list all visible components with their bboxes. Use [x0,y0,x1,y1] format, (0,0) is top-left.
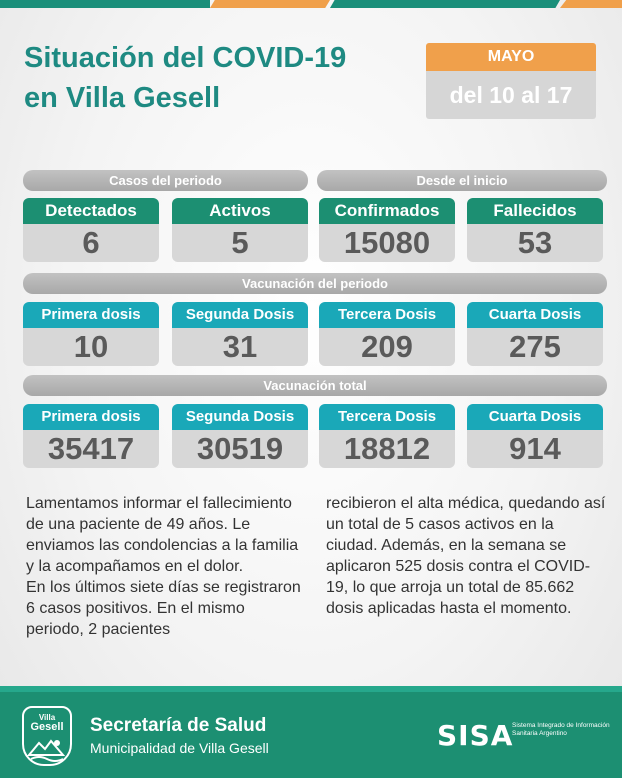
card-label: Tercera Dosis [319,302,455,328]
card-period-primera [23,302,159,366]
card-confirmados [319,198,455,262]
logo-text: Villa [38,713,56,722]
body-paragraph: En los últimos siete días se registraron 6 casos positivos. En el mismo periodo, 2 pacientes [26,579,301,638]
card-value: 10 [23,328,159,366]
card-label: Activos [172,198,308,224]
body-paragraph: Lamentamos informar el fallecimiento de una paciente de 49 años. Le enviamos las condolencias a la familia y la acompañamos en el dolor. [26,495,299,575]
card-label: Cuarta Dosis [467,404,603,430]
card-label: Detectados [23,198,159,224]
card-total-primera [23,404,159,468]
card-label: Primera dosis [23,404,159,430]
body-paragraph: recibieron el alta médica, quedando así un total de 5 casos activos en la ciudad. Además, en la semana se aplicaron 525 dosis contra el COVID-19, lo que arroja un total de 85.662 dosis aplicadas hasta el momento. [326,495,606,617]
card-total-tercera [319,404,455,468]
card-detectados [23,198,159,262]
card-period-cuarta [467,302,603,366]
body-text-column-2 [326,493,606,619]
card-total-cuarta [467,404,603,468]
footer-subtitle: Municipalidad de Villa Gesell [90,740,269,756]
card-label: Confirmados [319,198,455,224]
card-value: 15080 [319,224,455,262]
logo-text: Gesell [30,721,64,733]
card-value: 18812 [319,430,455,468]
page-title [24,38,404,118]
date-range-badge: del 10 al 17 [426,71,596,119]
month-badge: MAYO [426,43,596,71]
card-label: Segunda Dosis [172,404,308,430]
title-line-1: Situación del COVID-19 [24,42,347,74]
section-period-cases: Casos del periodo [23,170,308,191]
card-activos [172,198,308,262]
card-value: 914 [467,430,603,468]
card-fallecidos [467,198,603,262]
card-label: Cuarta Dosis [467,302,603,328]
sisa-description: Sistema Integrado de Información Sanitaria Argentino [512,722,610,737]
card-period-segunda [172,302,308,366]
card-value: 35417 [23,430,159,468]
card-value: 31 [172,328,308,366]
section-period-vaccination: Vacunación del periodo [23,273,607,294]
card-label: Tercera Dosis [319,404,455,430]
card-total-segunda [172,404,308,468]
card-value: 53 [467,224,603,262]
card-value: 5 [172,224,308,262]
title-line-2: en Villa Gesell [24,82,221,114]
card-label: Fallecidos [467,198,603,224]
sisa-logo: SISA [437,719,514,752]
card-label: Segunda Dosis [172,302,308,328]
body-text-column-1 [26,493,306,640]
villa-gesell-logo [22,706,72,766]
card-value: 6 [23,224,159,262]
landscape-icon [27,735,67,763]
card-value: 275 [467,328,603,366]
card-value: 30519 [172,430,308,468]
footer-title: Secretaría de Salud [90,715,267,736]
card-period-tercera [319,302,455,366]
card-label: Primera dosis [23,302,159,328]
top-decorative-stripe [0,0,622,8]
section-since-start: Desde el inicio [317,170,607,191]
card-value: 209 [319,328,455,366]
section-total-vaccination: Vacunación total [23,375,607,396]
